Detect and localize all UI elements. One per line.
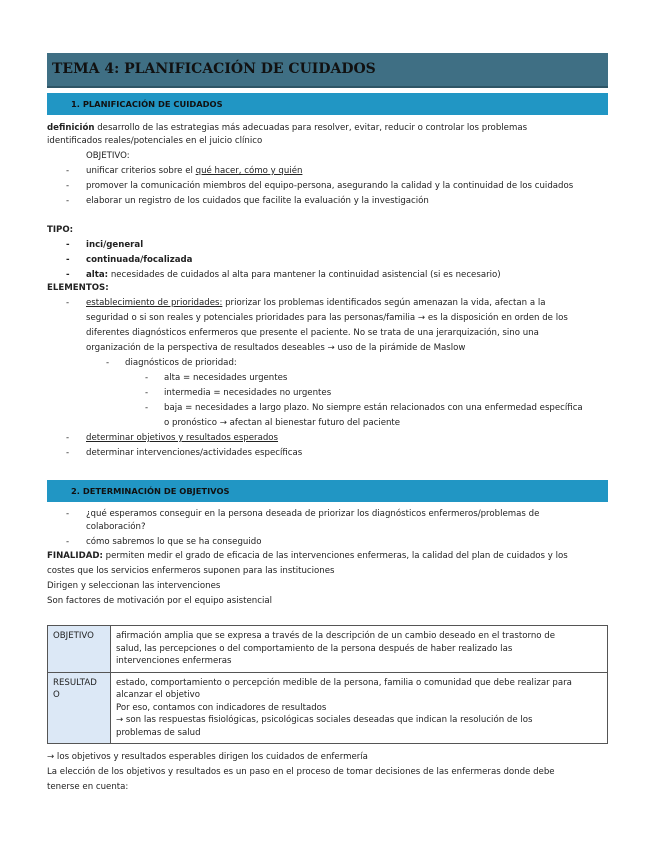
definition-line-2: identificados reales/potenciales en el juicio clínico — [47, 136, 263, 146]
table-key-objetivo: OBJETIVO — [53, 631, 94, 641]
tipo-item-3 — [86, 269, 501, 282]
objetivo-label: OBJETIVO: — [86, 151, 130, 161]
definition-text: desarrollo de las estrategias más adecuadas para resolver, evitar, reducir o controlar los problemas — [94, 123, 528, 133]
definition-term: definición — [47, 123, 95, 133]
bullet-dash: - — [66, 537, 70, 547]
bullet-dash: - — [145, 388, 149, 398]
bullet-dash: - — [66, 181, 70, 191]
section-2-heading: 2. DETERMINACIÓN DE OBJETIVOS — [71, 486, 230, 496]
bullet-dash: - — [66, 270, 70, 280]
table-row — [48, 626, 608, 673]
element-item-1-line-2: seguridad o si son reales y potenciales prioridades para las personas/familia → es la disposición en orden de los — [86, 313, 568, 323]
objective-item-2: promover la comunicación miembros del equipo-persona, asegurando la calidad y la continuidad de los cuidados — [86, 181, 574, 191]
table-value-line: estado, comportamiento o percepción medible de la persona, familia o comunidad que debe realizar para — [116, 677, 572, 688]
bullet-dash: - — [145, 373, 149, 383]
element-item-1-line-3: diferentes diagnósticos enfermeros que presente el paciente. No se trata de una jerarquización, sino una — [86, 328, 539, 338]
finalidad-line-3: Dirigen y seleccionan las intervenciones — [47, 581, 221, 591]
tipo-item-2: continuada/focalizada — [86, 255, 193, 265]
priority-mid: intermedia = necesidades no urgentes — [164, 388, 332, 398]
after-table-line-1: → los objetivos y resultados esperables dirigen los cuidados de enfermería — [47, 752, 368, 762]
diagnosis-priority-label: diagnósticos de prioridad: — [125, 358, 237, 368]
table-key-cell — [48, 672, 111, 744]
page-title: TEMA 4: PLANIFICACIÓN DE CUIDADOS — [52, 61, 376, 77]
table-value-line: → son las respuestas fisiológicas, psicológicas sociales deseadas que indican la resolución de los — [116, 715, 533, 725]
objectives-table — [47, 625, 608, 744]
section-1-header — [47, 93, 608, 115]
element-item-1 — [86, 297, 546, 310]
bullet-dash: - — [106, 358, 110, 368]
finalidad-line-2: costes que los servicios enfermeros suponen para las instituciones — [47, 566, 335, 576]
objective-item-1 — [86, 165, 302, 178]
tipo-item-3-term: alta: — [86, 270, 109, 280]
table-key-cell — [48, 626, 111, 673]
question-2: cómo sabremos lo que se ha conseguido — [86, 537, 262, 547]
question-1: ¿qué esperamos conseguir en la persona deseada de priorizar los diagnósticos enfermeros/problemas de — [86, 509, 540, 519]
definition-line — [47, 122, 527, 135]
table-value-line: problemas de salud — [116, 727, 201, 738]
finalidad-term: FINALIDAD: — [47, 551, 103, 561]
table-key-resultado: RESULTAD — [53, 677, 97, 688]
elementos-label: ELEMENTOS: — [47, 283, 109, 293]
section-2-header — [47, 480, 608, 502]
element-item-1-line-4: organización de la perspectiva de resultados deseables → uso de la pirámide de Maslow — [86, 343, 466, 353]
table-value-cell — [111, 672, 608, 744]
objective-item-1-emph: qué hacer, cómo y quién — [195, 166, 303, 176]
bullet-dash: - — [66, 509, 70, 519]
section-1-heading: 1. PLANIFICACIÓN DE CUIDADOS — [71, 99, 223, 109]
priority-low: baja = necesidades a largo plazo. No siempre están relacionados con una enfermedad específica — [164, 403, 583, 413]
bullet-dash: - — [66, 448, 70, 458]
table-value-line: intervenciones enfermeras — [116, 656, 232, 666]
bullet-dash: - — [66, 240, 70, 250]
table-value-line: alcanzar el objetivo — [116, 690, 201, 700]
page-title-bar — [47, 53, 608, 88]
after-table-line-2: La elección de los objetivos y resultados es un paso en el proceso de tomar decisiones de las enfermeras donde debe — [47, 767, 555, 777]
finalidad-text: permiten medir el grado de eficacia de las intervenciones enfermeras, la calidad del plan de cuidados y los — [102, 551, 568, 561]
element-item-1-text: priorizar los problemas identificados según amenazan la vida, afectan a la — [222, 298, 546, 308]
element-item-3: determinar intervenciones/actividades específicas — [86, 448, 303, 458]
finalidad-line — [47, 550, 568, 563]
tipo-item-1: inci/general — [86, 240, 144, 250]
question-1-line-2: colaboración? — [86, 522, 146, 532]
element-item-1-term: establecimiento de prioridades: — [86, 298, 223, 308]
tipo-label: TIPO: — [47, 225, 74, 235]
priority-low-line-2: o pronóstico → afectan al bienestar futuro del paciente — [164, 418, 401, 428]
after-table-line-3: tenerse en cuenta: — [47, 782, 129, 792]
bullet-dash: - — [66, 196, 70, 206]
finalidad-line-4: Son factores de motivación por el equipo asistencial — [47, 596, 273, 606]
table-value-line: Por eso, contamos con indicadores de resultados — [116, 702, 327, 713]
bullet-dash: - — [66, 166, 70, 176]
table-value-line: salud, las percepciones o del comportamiento de la persona después de haber realizado las — [116, 643, 513, 654]
table-row — [48, 672, 608, 744]
bullet-dash: - — [66, 255, 70, 265]
objective-item-1-text: unificar criterios sobre el — [86, 166, 196, 176]
bullet-dash: - — [145, 403, 149, 413]
priority-high: alta = necesidades urgentes — [164, 373, 288, 383]
table-value-cell — [111, 626, 608, 673]
table-value-line: afirmación amplia que se expresa a través de la descripción de un cambio deseado en el trastorno de — [116, 631, 556, 641]
bullet-dash: - — [66, 433, 70, 443]
bullet-dash: - — [66, 298, 70, 308]
element-item-2: determinar objetivos y resultados esperados — [86, 433, 279, 443]
table-key-resultado-2: O — [53, 690, 60, 700]
tipo-item-3-text: necesidades de cuidados al alta para mantener la continuidad asistencial (si es necesario) — [108, 270, 501, 280]
objective-item-3: elaborar un registro de los cuidados que facilite la evaluación y la investigación — [86, 196, 429, 206]
